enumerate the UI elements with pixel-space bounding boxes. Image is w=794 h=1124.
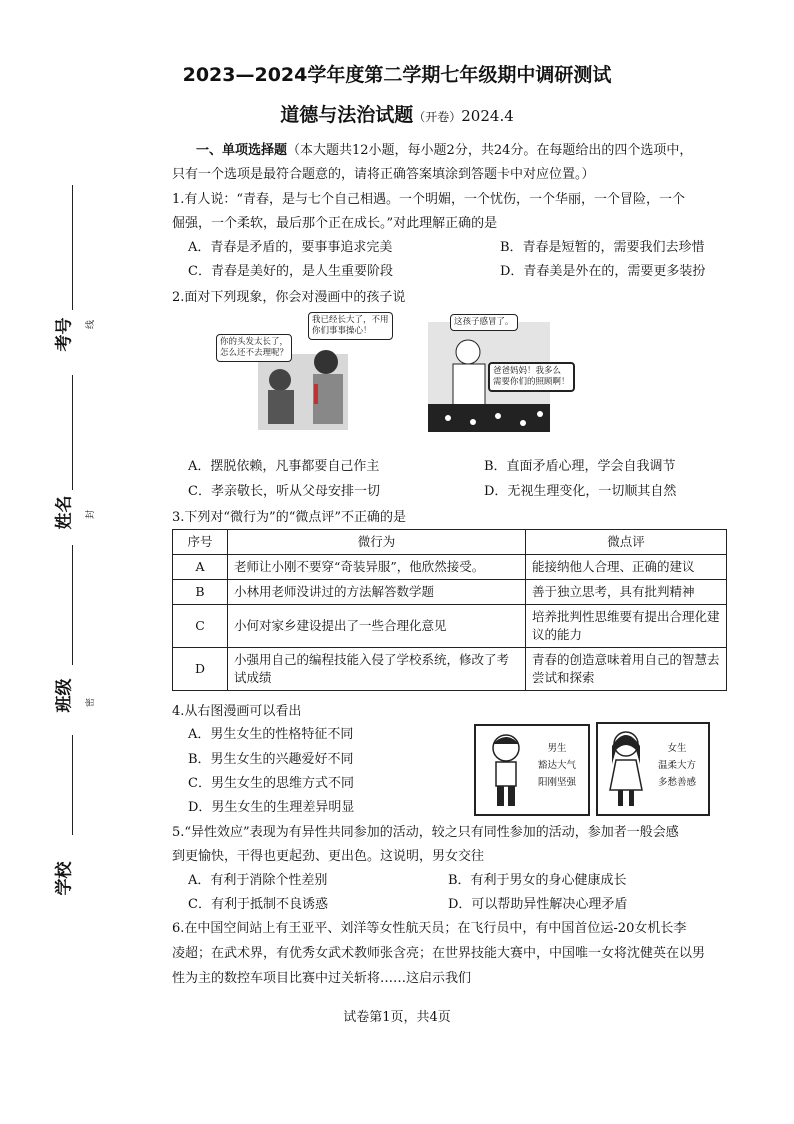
q1-stem-1: 1.有人说：“青春，是与七个自己相遇。一个明媚，一个忧伤，一个华丽，一个冒险，一个 xyxy=(172,192,686,207)
table-cell: B xyxy=(173,580,228,605)
comic-bubble-sick-child: 爸爸妈妈！我多么 需要你们的照顾啊！ xyxy=(488,362,575,392)
q5-option-c: C．有利于抵制不良诱惑 xyxy=(188,897,328,912)
q2-comic-left xyxy=(218,312,389,430)
table-header: 序号 xyxy=(173,530,228,555)
exam-no-label: 考号 xyxy=(54,317,75,352)
subject-name: 道德与法治试题 xyxy=(280,104,414,126)
table-cell: 能接纳他人合理、正确的建议 xyxy=(526,555,727,580)
table-cell: 老师让小刚不要穿“奇装异服”，他欣然接受。 xyxy=(228,555,526,580)
q4-option-a: A．男生女生的性格特征不同 xyxy=(188,727,354,742)
table-cell: D xyxy=(173,648,228,691)
girl-figure-icon xyxy=(602,724,652,812)
q4-option-c: C．男生女生的思维方式不同 xyxy=(188,776,354,791)
table-row xyxy=(173,555,727,580)
q4-comic-girl xyxy=(596,722,710,816)
q5-option-b: B．有利于男女的身心健康成长 xyxy=(448,873,627,888)
subject-title xyxy=(0,100,794,127)
table-cell: C xyxy=(173,605,228,648)
q6-stem-3: 性为主的数控车项目比赛中过关斩将……这启示我们 xyxy=(172,971,472,986)
girl-caption xyxy=(648,740,706,791)
table-cell: 小强用自己的编程技能入侵了学校系统，修改了考试成绩 xyxy=(228,648,526,691)
name-label: 姓名 xyxy=(54,495,75,530)
line-mark: 线 xyxy=(86,319,97,330)
table-cell: 青春的创造意味着用自己的智慧去尝试和探索 xyxy=(526,648,727,691)
comic-bubble-parent: 你的头发太长了， 怎么还不去理呢？ xyxy=(216,334,292,362)
q6-stem-2: 凌超；在武术界，有优秀女武术教师张含亮；在世界技能大赛中，中国唯一女将沈健英在以男 xyxy=(172,946,706,961)
q2-option-b: B．直面矛盾心理，学会自我调节 xyxy=(484,459,676,474)
q5-stem-1: 5.“异性效应”表现为有异性共同参加的活动，较之只有同性参加的活动，参加者一般会感 xyxy=(172,825,679,840)
subject-subtitle: （开卷） xyxy=(413,110,462,124)
table-cell: 小何对家乡建设提出了一些合理化意见 xyxy=(228,605,526,648)
comic-bubble-child: 我已经长大了，不用 你们事事操心！ xyxy=(308,312,393,340)
binding-line xyxy=(72,375,73,490)
boy-caption xyxy=(528,740,586,791)
girl-caption-line: 女生 xyxy=(667,743,687,754)
section-intro xyxy=(196,142,692,160)
binding-line xyxy=(72,545,73,665)
q4-stem: 4.从右图漫画可以看出 xyxy=(172,704,302,719)
q5-option-a: A．有利于消除个性差别 xyxy=(188,873,328,888)
q5-stem-2: 到更愉快，干得也更起劲、更出色。这说明，男女交往 xyxy=(172,849,485,864)
comic-bubble-doctor: 这孩子感冒了。 xyxy=(450,314,518,331)
seal-mark: 封 xyxy=(86,509,97,520)
q1-option-a: A．青春是矛盾的，要事事追求完美 xyxy=(188,240,393,255)
q1-option-d: D．青春美是外在的，需要更多装扮 xyxy=(500,264,706,279)
q2-stem: 2.面对下列现象，你会对漫画中的孩子说 xyxy=(172,290,406,305)
q4-comic-boy xyxy=(474,724,590,816)
table-header-row xyxy=(173,530,727,555)
table-cell: A xyxy=(173,555,228,580)
binding-line xyxy=(72,185,73,310)
page-footer: 试卷第1页，共4页 xyxy=(343,1010,451,1025)
school-label: 学校 xyxy=(54,861,75,896)
q2-option-d: D．无视生理变化，一切顺其自然 xyxy=(484,484,677,499)
q6-stem-1: 6.在中国空间站上有王亚平、刘洋等女性航天员；在飞行员中，有中国首位运-20女机长李 xyxy=(172,921,687,936)
q5-option-d: D．可以帮助异性解决心理矛盾 xyxy=(448,897,628,912)
table-header: 微点评 xyxy=(526,530,727,555)
table-header: 微行为 xyxy=(228,530,526,555)
q4-option-b: B．男生女生的兴趣爱好不同 xyxy=(188,752,354,767)
table-row xyxy=(173,605,727,648)
table-row xyxy=(173,580,727,605)
q2-option-c: C．孝亲敬长，听从父母安排一切 xyxy=(188,484,380,499)
q4-option-d: D．男生女生的生理差异明显 xyxy=(188,800,355,815)
girl-caption-line: 多愁善感 xyxy=(657,777,696,788)
section-heading: 一、单项选择题 xyxy=(196,143,288,158)
q3-stem: 3.下列对“微行为”的“微点评”不正确的是 xyxy=(172,510,406,525)
section-intro-part: （本大题共12小题，每小题2分，共24分。在每题给出的四个选项中， xyxy=(287,143,693,158)
boy-caption-line: 豁达大气 xyxy=(537,760,576,771)
boy-caption-line: 男生 xyxy=(547,743,567,754)
binding-line xyxy=(72,735,73,835)
boy-caption-line: 阳刚坚强 xyxy=(537,777,576,788)
girl-caption-line: 温柔大方 xyxy=(657,760,696,771)
section-intro-line2: 只有一个选项是最符合题意的，请将正确答案填涂到答题卡中对应位置。） xyxy=(172,167,595,182)
q3-table xyxy=(172,529,727,691)
q2-option-a: A．摆脱依赖，凡事都要自己作主 xyxy=(188,459,380,474)
q1-stem-2: 倔强，一个柔软，最后那个正在成长。”对此理解正确的是 xyxy=(172,216,498,231)
table-cell: 善于独立思考，具有批判精神 xyxy=(526,580,727,605)
q1-option-b: B．青春是短暂的，需要我们去珍惜 xyxy=(500,240,705,255)
table-cell: 小林用老师没讲过的方法解答数学题 xyxy=(228,580,526,605)
table-row xyxy=(173,648,727,691)
class-label: 班级 xyxy=(54,678,75,713)
exam-date: 2024.4 xyxy=(461,107,514,125)
table-cell: 培养批判性思维要有提出合理化建议的能力 xyxy=(526,605,727,648)
secret-mark: 密 xyxy=(86,697,97,708)
q1-option-c: C．青春是美好的，是人生重要阶段 xyxy=(188,264,393,279)
exam-title: 2023—2024学年度第二学期七年级期中调研测试 xyxy=(182,64,612,86)
q2-comic-right xyxy=(428,312,570,432)
